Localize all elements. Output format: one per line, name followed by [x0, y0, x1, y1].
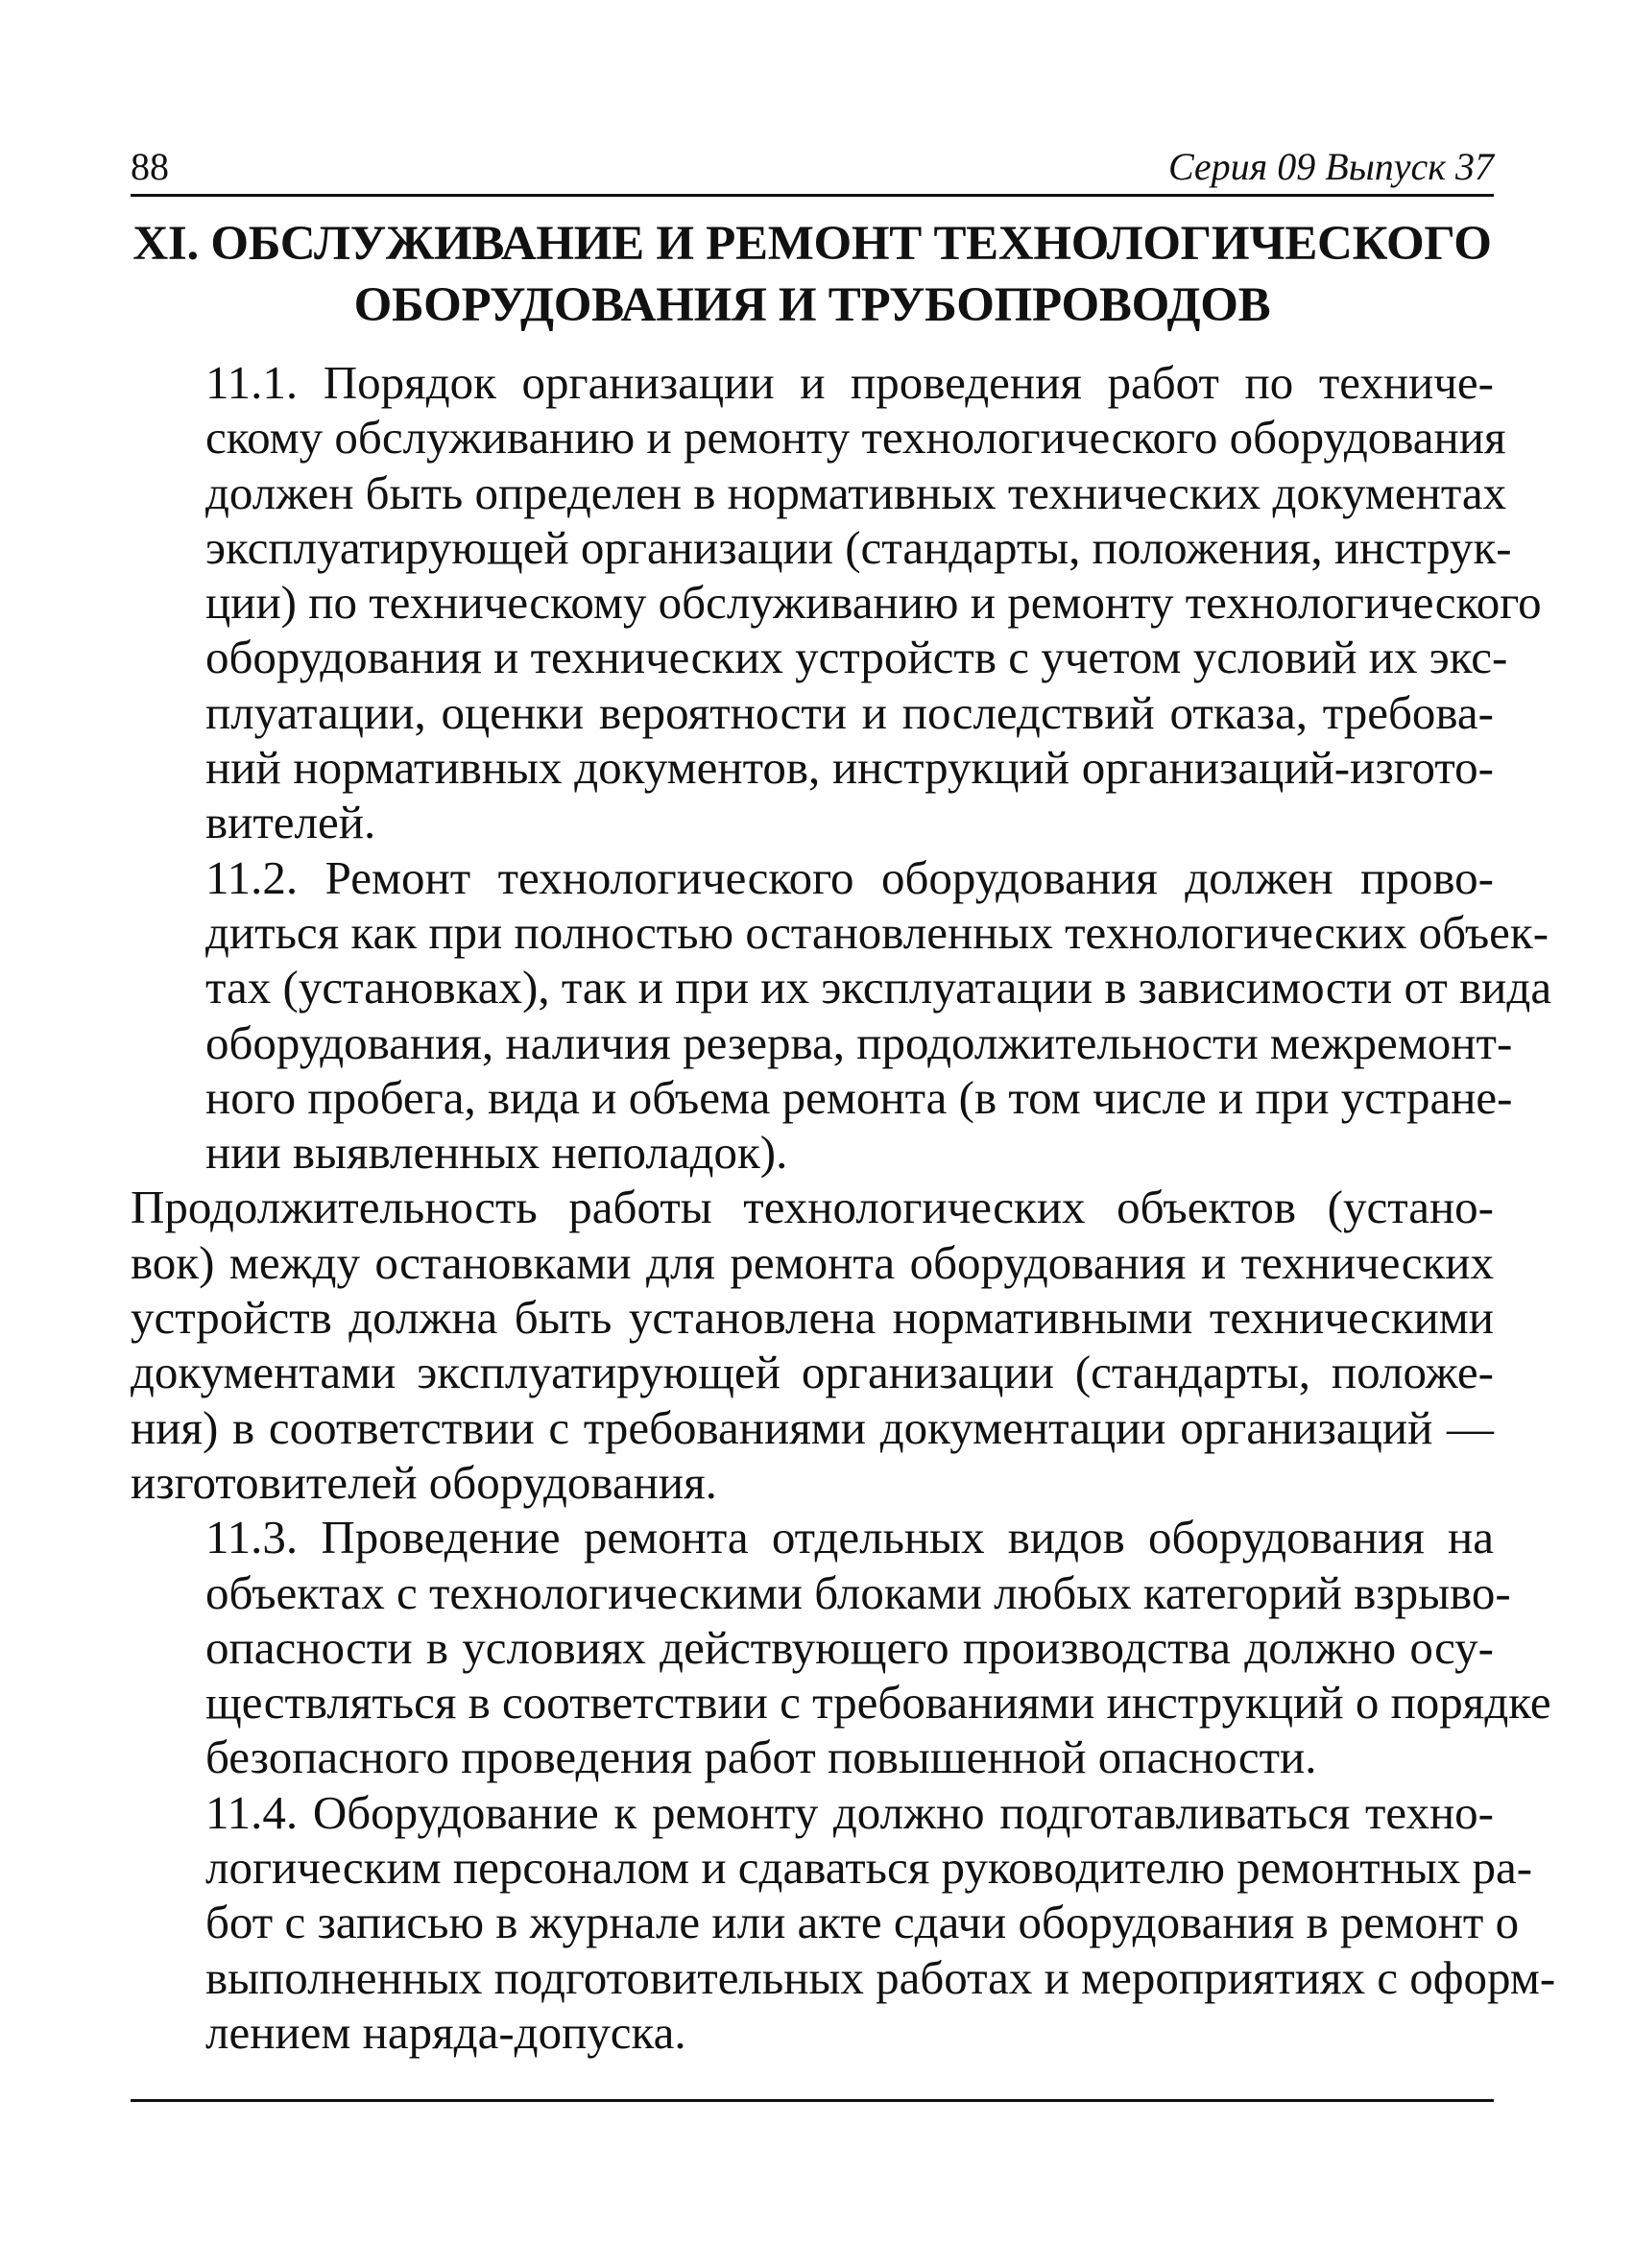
paragraph-11-3 [131, 1510, 1551, 1784]
text-line: 11.2. Ремонт технологического оборудования должен прово- [205, 850, 1494, 904]
text-line: Продолжительность работы технологических объектов (устано- [131, 1181, 1494, 1234]
text-line: 11.1. Порядок организации и проведения работ по техниче- [205, 356, 1494, 409]
text-line: бот с записью в журнале или акте сдачи оборудования в ремонт о [205, 1896, 1520, 1949]
page-number: 88 [131, 145, 169, 188]
text-line: устройств должна быть установлена нормативными техническими [131, 1291, 1494, 1345]
text-line: безопасного проведения работ повышенной опасности. [205, 1731, 1317, 1784]
text-line: вителей. [205, 796, 376, 849]
section-title [131, 213, 1494, 336]
text-line: выполненных подготовительных работах и мероприятиях с оформ- [205, 1950, 1556, 2004]
text-line: плуатации, оценки вероятности и последствий отказа, требова- [205, 685, 1494, 739]
text-line: ния) в соответствии с требованиями документации организаций — [131, 1400, 1494, 1454]
text-line: тах (установках), так и при их эксплуатации в зависимости от вида [205, 961, 1552, 1015]
text-line: оборудования и технических устройств с учетом условий их экс- [205, 631, 1508, 684]
text-line: логическим персоналом и сдаваться руководителю ремонтных ра- [205, 1841, 1533, 1895]
text-line: вок) между остановками для ремонта оборудования и технических [131, 1235, 1494, 1289]
footer-rule [131, 2099, 1494, 2102]
text-line: ного пробега, вида и объема ремонта (в том числе и при устране- [205, 1070, 1513, 1124]
text-line: нии выявленных неполадок). [205, 1126, 788, 1180]
text-line: 11.3. Проведение ремонта отдельных видов оборудования на [205, 1511, 1494, 1564]
page-header [131, 140, 1494, 197]
text-line: опасности в условиях действующего производства должно осу- [205, 1620, 1494, 1674]
text-line: ществляться в соответствии с требованиями инструкций о порядке [205, 1676, 1551, 1730]
paragraph-11-4 [131, 1785, 1556, 2060]
text-line: лением наряда-допуска. [205, 2005, 686, 2059]
text-line: оборудования, наличия резерва, продолжительности межремонт- [205, 1015, 1513, 1069]
text-line: эксплуатирующей организации (стандарты, положения, инструк- [205, 520, 1512, 574]
text-line: ний нормативных документов, инструкций организаций-изгото- [205, 741, 1494, 795]
section-title-line: ОБОРУДОВАНИЯ И ТРУБОПРОВОДОВ [353, 278, 1271, 332]
series-label: Серия 09 Выпуск 37 [1167, 145, 1494, 188]
paragraph-11-1 [131, 355, 1542, 850]
text-line: диться как при полностью остановленных технологических объек- [205, 905, 1549, 959]
text-line: должен быть определен в нормативных технических документах [205, 466, 1507, 519]
text-line: документами эксплуатирующей организации (стандарты, положе- [131, 1346, 1494, 1399]
text-line: ции) по техническому обслуживанию и ремонту технологического [205, 576, 1542, 630]
document-body [131, 355, 1556, 2060]
paragraph-11-2 [131, 850, 1552, 1181]
section-title-line: XI. ОБСЛУЖИВАНИЕ И РЕМОНТ ТЕХНОЛОГИЧЕСКОГО [132, 217, 1492, 271]
text-line: изготовителей оборудования. [131, 1455, 717, 1509]
text-line: 11.4. Оборудование к ремонту должно подготавливаться техно- [205, 1785, 1494, 1839]
text-line: скому обслуживанию и ремонту технологического оборудования [205, 411, 1506, 465]
text-line: объектах с технологическими блоками любых категорий взрыво- [205, 1565, 1511, 1619]
paragraph-duration [131, 1180, 1494, 1510]
